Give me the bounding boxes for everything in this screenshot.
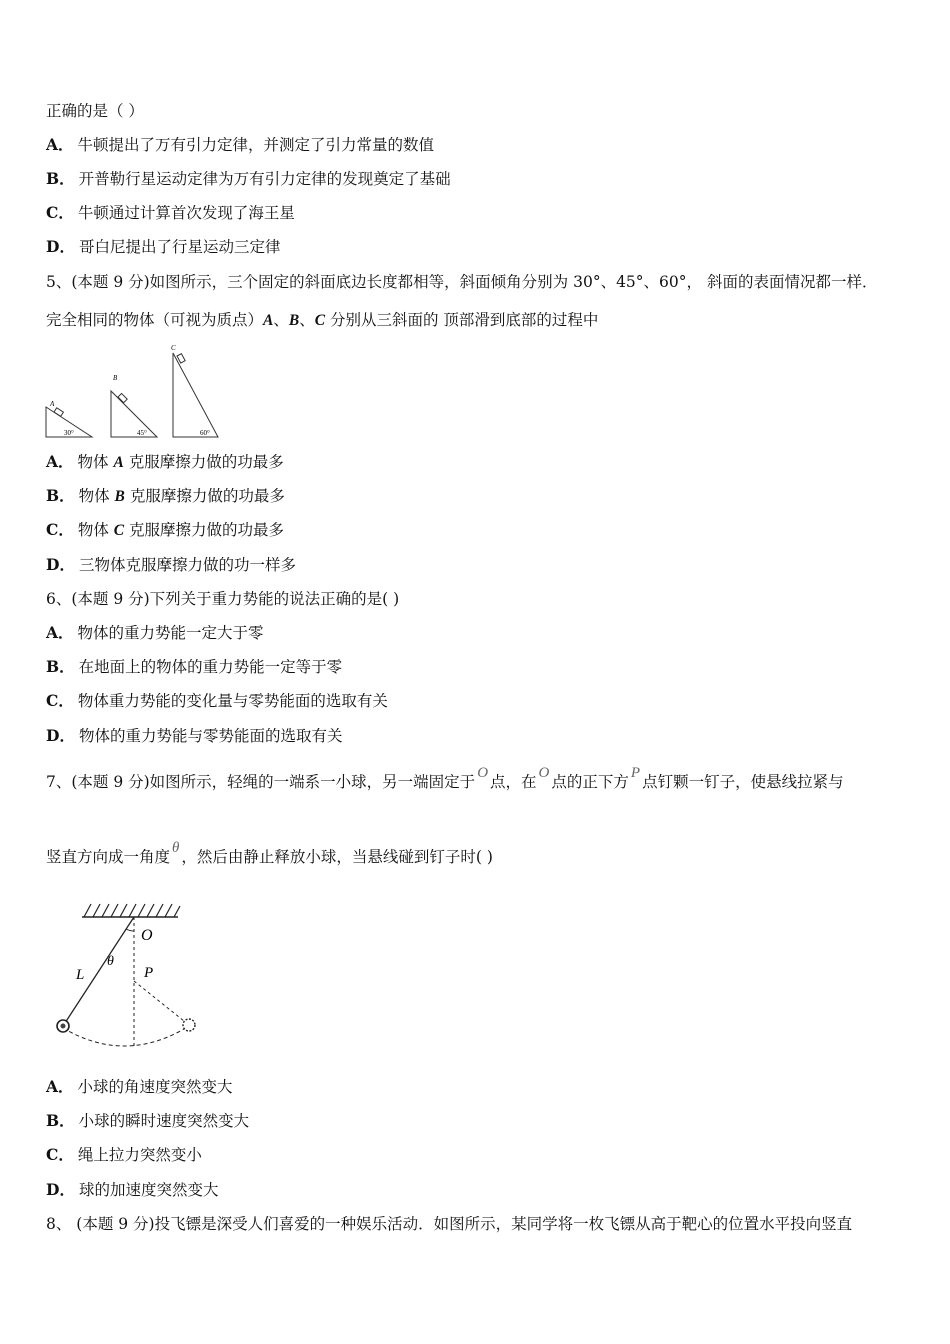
q6-option-a (46, 623, 264, 643)
q7-stem-line1 (46, 765, 844, 793)
swing-arc (63, 1026, 189, 1046)
q4-stem-tail: 正确的是（ ） (46, 102, 144, 120)
q5-stem-post: 分别从三斜面的 顶部滑到底部的过程中 (325, 311, 599, 329)
option-pre: 物体 (77, 453, 114, 471)
dashed-string-after-nail (134, 981, 189, 1025)
incline-angle-60: 60° (200, 429, 210, 437)
q4-option-b (46, 169, 451, 189)
option-text: 物体重力势能的变化量与零势能面的选取有关 (77, 692, 388, 710)
label-theta: θ (107, 954, 114, 969)
option-letter: A． (46, 452, 74, 471)
option-text: 开普勒行星运动定律为万有引力定律的发现奠定了基础 (78, 170, 451, 188)
q5-obj-c: C (314, 312, 326, 329)
option-text: 小球的瞬时速度突然变大 (78, 1112, 250, 1130)
option-post: 克服摩擦力做的功最多 (123, 453, 284, 471)
q7-option-b (46, 1111, 249, 1131)
q6-option-b (46, 657, 342, 677)
option-text: 小球的角速度突然变大 (77, 1078, 233, 1096)
option-text: 物体的重力势能与零势能面的选取有关 (78, 727, 343, 745)
option-pre: 物体 (78, 487, 115, 505)
q7-option-a (46, 1077, 233, 1097)
option-text: 物体的重力势能一定大于零 (77, 624, 264, 642)
q7-stem-p2: 点，在 (490, 773, 537, 791)
option-pre: 物体 (77, 521, 114, 539)
q7-stem-p4: 点钉颗一钉子，使悬线拉紧与 (642, 773, 844, 791)
incline-label-b: B (113, 374, 118, 382)
option-letter: B． (46, 169, 75, 188)
option-text: 牛顿通过计算首次发现了海王星 (77, 204, 295, 222)
q5-obj-b: B (288, 312, 300, 329)
option-letter: B． (46, 1111, 75, 1130)
q4-option-c (46, 203, 295, 223)
q5-option-a (46, 452, 284, 473)
q7-sym-o2: O (538, 765, 550, 781)
q5-stem-line2 (46, 310, 598, 331)
q7-stem-p1: 7、(本题 9 分)如图所示，轻绳的一端系一小球，另一端固定于 (46, 773, 476, 791)
q7-stem2-p2: ，然后由静止释放小球，当悬线碰到钉子时( ) (181, 848, 493, 866)
ball-right (183, 1019, 195, 1031)
option-post: 三物体克服摩擦力做的功一样多 (78, 556, 296, 574)
option-obj: C (113, 522, 125, 539)
q7-stem-line2 (46, 840, 493, 868)
q4-option-d (46, 237, 280, 257)
label-p: P (144, 965, 154, 981)
q5-inclines-figure (40, 340, 230, 440)
option-letter: C． (46, 1145, 74, 1164)
option-letter: B． (46, 486, 75, 505)
q5-option-c (46, 520, 284, 541)
q5-sep1: 、 (273, 311, 289, 329)
option-letter: C． (46, 691, 74, 710)
q7-sym-theta: θ (172, 840, 180, 856)
ball-left (57, 1020, 69, 1032)
q7-sym-o1: O (477, 765, 489, 781)
q7-stem-p3: 点的正下方 (551, 773, 629, 791)
q5-option-b (46, 486, 285, 507)
q6-option-d (46, 726, 342, 746)
option-letter: C． (46, 203, 74, 222)
q7-stem2-p1: 竖直方向成一角度 (46, 848, 171, 866)
q5-stem-pre: 完全相同的物体（可视为质点） (46, 311, 264, 329)
q8-stem: 8、 (本题 9 分)投飞镖是深受人们喜爱的一种娱乐活动．如图所示，某同学将一枚飞镖从高于靶心的位置水平投向竖直 (46, 1215, 853, 1233)
q6-option-c (46, 691, 388, 711)
incline-label-c: C (171, 344, 176, 352)
option-letter: D． (46, 726, 75, 745)
q4-option-a (46, 135, 434, 155)
incline-45-triangle (111, 391, 157, 437)
q7-pendulum-figure (46, 895, 206, 1055)
q5-stem-line1: 5、(本题 9 分)如图所示，三个固定的斜面底边长度都相等，斜面倾角分别为 30°、45°、60°， 斜面的表面情况都一样． (46, 273, 878, 291)
label-o: O (141, 927, 153, 944)
label-l: L (76, 967, 85, 983)
q5-option-d (46, 555, 296, 575)
q6-stem: 6、(本题 9 分)下列关于重力势能的说法正确的是( ) (46, 590, 400, 608)
q7-sym-p: P (630, 765, 641, 781)
option-text: 牛顿提出了万有引力定律，并测定了引力常量的数值 (77, 136, 435, 154)
q5-obj-a: A (263, 312, 274, 329)
incline-label-a: A (50, 400, 55, 408)
option-post: 克服摩擦力做的功最多 (124, 487, 285, 505)
pendulum-string (63, 917, 134, 1026)
option-text: 哥白尼提出了行星运动三定律 (78, 238, 281, 256)
incline-angle-45: 45° (137, 429, 147, 437)
option-text: 绳上拉力突然变小 (77, 1146, 202, 1164)
option-letter: D． (46, 237, 75, 256)
option-obj: B (114, 488, 125, 505)
q7-option-d (46, 1180, 218, 1200)
option-post: 克服摩擦力做的功最多 (124, 521, 285, 539)
option-letter: A． (46, 623, 74, 642)
option-letter: A． (46, 1077, 74, 1096)
option-letter: D． (46, 555, 75, 574)
ceiling-hatch (84, 904, 180, 917)
option-letter: A． (46, 135, 74, 154)
incline-angle-30: 30° (64, 429, 74, 437)
option-text: 球的加速度突然变大 (78, 1181, 219, 1199)
option-letter: C． (46, 520, 74, 539)
option-obj: A (113, 454, 124, 471)
option-letter: B． (46, 657, 75, 676)
option-text: 在地面上的物体的重力势能一定等于零 (78, 658, 343, 676)
angle-arc (126, 929, 134, 931)
option-letter: D． (46, 1180, 75, 1199)
q5-sep2: 、 (299, 311, 315, 329)
q7-option-c (46, 1145, 202, 1165)
incline-60-triangle (173, 353, 218, 437)
